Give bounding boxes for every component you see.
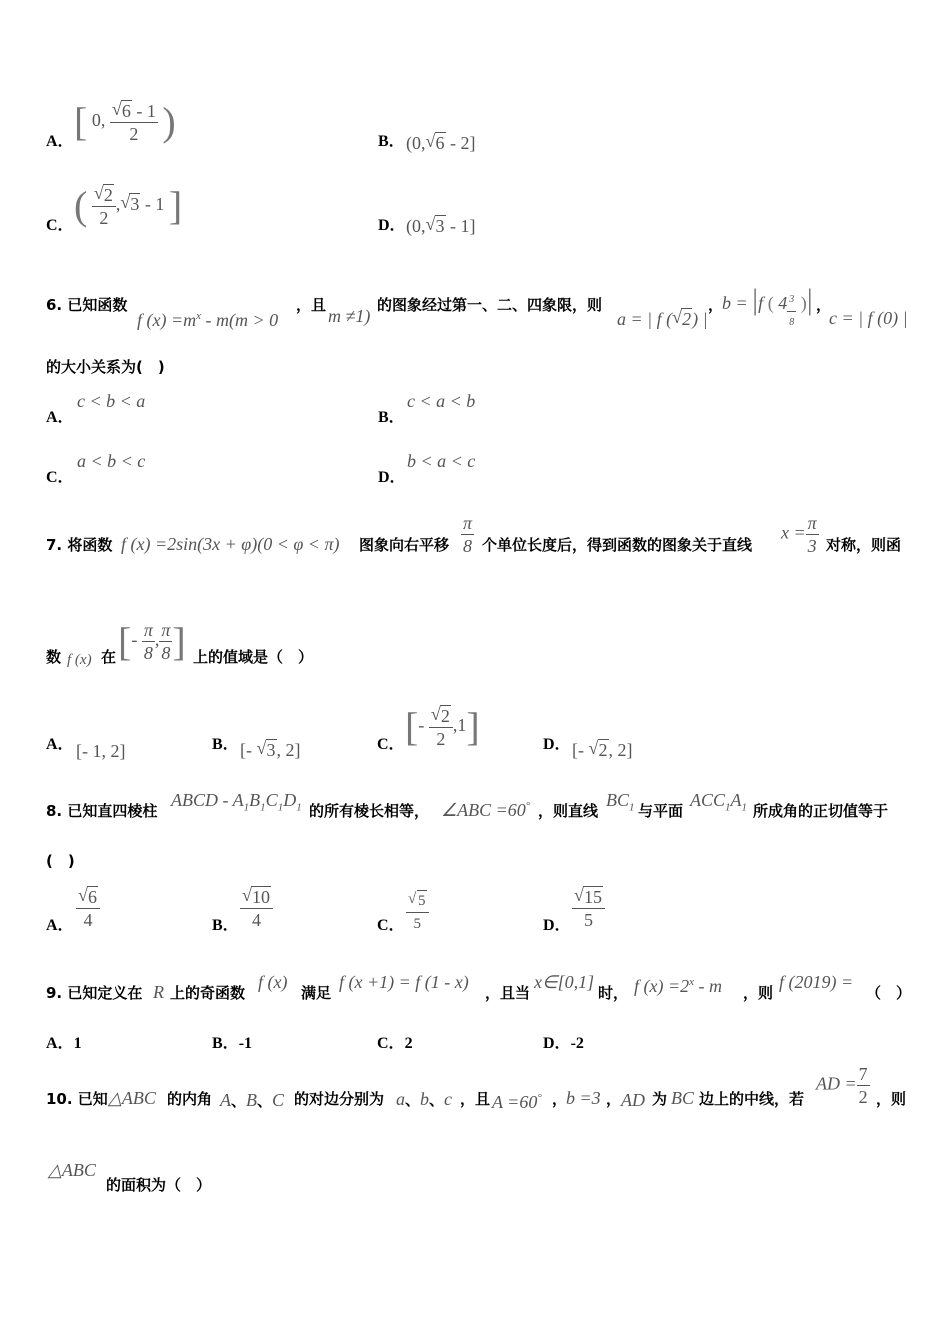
q10-mid4: 为 xyxy=(652,1090,668,1108)
q8-option-c[interactable]: C． xyxy=(377,917,405,934)
q8-option-c-expr: √ $\frac{5}{5}$ xyxy=(406,890,429,934)
q6-condition: m ≠1) xyxy=(328,306,371,326)
q7-prefix: 7. 将函数 xyxy=(46,536,113,554)
q6-option-b[interactable]: B． xyxy=(378,409,405,426)
q6-c-def: c = | f (0) | xyxy=(829,308,908,328)
q7-option-b-expr: [- √ 3, 2] xyxy=(240,739,301,760)
q9-end: （ ） xyxy=(866,984,912,1002)
q6-b-def: b = |f ( 4 $\frac{3}{8}$ )| xyxy=(722,283,813,328)
q9-mid3: ，且当 xyxy=(485,984,531,1002)
q6-option-d-expr: b < a < c xyxy=(407,451,476,471)
q7-mid: 图象向右平移 xyxy=(359,536,450,554)
q10-sides: a、b、c xyxy=(396,1089,453,1109)
q9-option-c[interactable]: C．2 xyxy=(377,1035,413,1052)
q10-AD: AD xyxy=(621,1090,645,1110)
q6-option-b-expr: c < a < b xyxy=(407,391,476,411)
q9-definition: f $(x) =2^x - m$ xyxy=(634,976,723,996)
q9-prefix: 9. 已知定义在 xyxy=(46,984,143,1002)
q9-mid2: 满足 xyxy=(301,984,332,1002)
q8-option-d[interactable]: D． xyxy=(543,917,571,934)
q9-relation: f (x +1) = f (1 - x) xyxy=(339,972,469,992)
q10-triangle: △ABC xyxy=(108,1088,156,1108)
q5-option-c[interactable]: C． xyxy=(46,217,74,234)
q8-question: ( ) xyxy=(46,852,75,870)
q7-line2-end: 上的值域是（ ） xyxy=(193,648,314,666)
q8-angle: ∠ABC =60° xyxy=(441,800,531,820)
q6-function: f $(x) =m^x - m(m > 0$ xyxy=(137,310,279,330)
q7-shift-fraction: $\frac{\pi}{8}$ xyxy=(463,513,473,556)
q5-option-d[interactable]: D． xyxy=(378,217,406,234)
q8-option-a[interactable]: A． xyxy=(46,917,74,934)
q7-option-c-expr: [- √ $\frac{2}{2}$ ,1] xyxy=(405,705,480,749)
q6-comma2: ， xyxy=(816,296,832,314)
q10-angles: A、B、C xyxy=(220,1090,285,1110)
q7-option-a-expr: [- 1, 2] xyxy=(76,741,126,761)
q9-domain: x∈[0,1] xyxy=(534,972,595,992)
q10-b-value: b =3 xyxy=(566,1088,601,1108)
q10-line2-triangle: △ABC xyxy=(48,1160,96,1180)
option-label: A． xyxy=(46,133,74,150)
q5-option-b-expr: (0,√ 6 - 2] xyxy=(406,132,476,153)
q10-mid2: 的对边分别为 xyxy=(294,1090,385,1108)
q7-option-b[interactable]: B． xyxy=(212,736,239,753)
q8-end: 所成角的正切值等于 xyxy=(753,802,889,820)
q8-option-a-expr: √ $\frac{6}{4}$ xyxy=(76,886,100,930)
q10-comma: ， xyxy=(552,1090,568,1108)
q5-option-a[interactable] xyxy=(46,128,74,151)
q8-line: $BC_1$ xyxy=(606,790,635,814)
q8-mid2: ，则直线 xyxy=(538,802,599,820)
q7-mid2: 个单位长度后，得到函数的图象关于直线 xyxy=(482,536,753,554)
q7-interval: [- $\frac{\pi}{8}$ , $\frac{\pi}{8}$ ] xyxy=(118,618,186,664)
q7-option-a[interactable]: A． xyxy=(46,736,74,753)
q6-option-c[interactable]: C． xyxy=(46,469,74,486)
q9-mid1: 上的奇函数 xyxy=(170,984,246,1002)
q6-option-a[interactable]: A． xyxy=(46,409,74,426)
q9-ask: f (2019) = xyxy=(779,972,854,992)
q9-mid4: 时， xyxy=(598,984,629,1002)
q8-option-b-expr: √ $\frac{10}{4}$ xyxy=(240,886,273,930)
q10-question: 的面积为（ ） xyxy=(106,1176,212,1194)
q10-AD-length: AD = $\frac{7}{2}$ xyxy=(816,1064,868,1107)
q8-option-b[interactable]: B． xyxy=(212,917,239,934)
q6-option-d[interactable]: D． xyxy=(378,469,406,486)
q10-prefix: 10. 已知 xyxy=(46,1090,108,1108)
q9-option-b[interactable]: B．-1 xyxy=(212,1035,253,1052)
q6-comma1: ， xyxy=(708,296,724,314)
q8-plane: $ACC_1A_1$ xyxy=(690,790,748,814)
q6-a-def: a = | f (√ 2) | xyxy=(617,308,708,329)
fraction: √ $\frac{6 - 1}{2}$ xyxy=(110,100,158,144)
q9-mid5: ，则 xyxy=(743,984,774,1002)
q8-mid3: 与平面 xyxy=(638,802,684,820)
q5-option-a-expr: [ 0, √ $\frac{6 - 1}{2}$ ) xyxy=(74,100,176,144)
q7-option-d[interactable]: D． xyxy=(543,736,571,753)
q10-BC: BC xyxy=(671,1088,695,1108)
q5-option-d-expr: (0,√ 3 - 1] xyxy=(406,215,476,236)
q10-mid5: 边上的中线，若 xyxy=(699,1090,805,1108)
q7-function: f (x) =2sin(3x + φ)(0 < φ < π) xyxy=(121,534,340,554)
q5-option-c-expr: ( √ $\frac{2}{2}$ ,√ 3 - 1 ] xyxy=(74,184,182,228)
q7-in: 在 xyxy=(101,648,117,666)
q10-A-value: A =60° xyxy=(492,1092,542,1112)
q7-line: x = $\frac{\pi}{3}$ xyxy=(781,513,817,556)
q10-mid3: ，且 xyxy=(460,1090,491,1108)
q6-desc: 的图象经过第一、二、四象限，则 xyxy=(377,296,603,314)
q10-end: ，则 xyxy=(876,1090,907,1108)
q6-and: ，且 xyxy=(296,296,327,314)
q10-comma2: ， xyxy=(606,1090,622,1108)
q5-option-b[interactable]: B． xyxy=(378,133,405,150)
q7-end: 对称，则函 xyxy=(826,536,902,554)
q7-fx: f (x) xyxy=(67,652,92,668)
q9-option-d[interactable]: D．-2 xyxy=(543,1035,584,1052)
q6-option-c-expr: a < b < c xyxy=(77,451,146,471)
q9-R: R xyxy=(153,982,164,1002)
q7-line2-prefix: 数 xyxy=(46,648,62,666)
q10-mid1: 的内角 xyxy=(167,1090,213,1108)
q8-prism: ABCD - $A_1B_1C_1D_1$ xyxy=(171,790,302,814)
q7-option-d-expr: [- √ 2, 2] xyxy=(572,739,633,760)
q9-fx: f (x) xyxy=(258,972,288,992)
q8-mid1: 的所有棱长相等， xyxy=(309,802,430,820)
q7-option-c[interactable]: C． xyxy=(377,736,405,753)
q8-option-d-expr: √ $\frac{15}{5}$ xyxy=(572,886,605,930)
q6-prefix: 6. 已知函数 xyxy=(46,296,128,314)
q6-question: 的大小关系为( ) xyxy=(46,358,165,376)
q6-option-a-expr: c < b < a xyxy=(77,391,146,411)
q8-prefix: 8. 已知直四棱柱 xyxy=(46,802,158,820)
q9-option-a[interactable]: A．1 xyxy=(46,1035,82,1052)
